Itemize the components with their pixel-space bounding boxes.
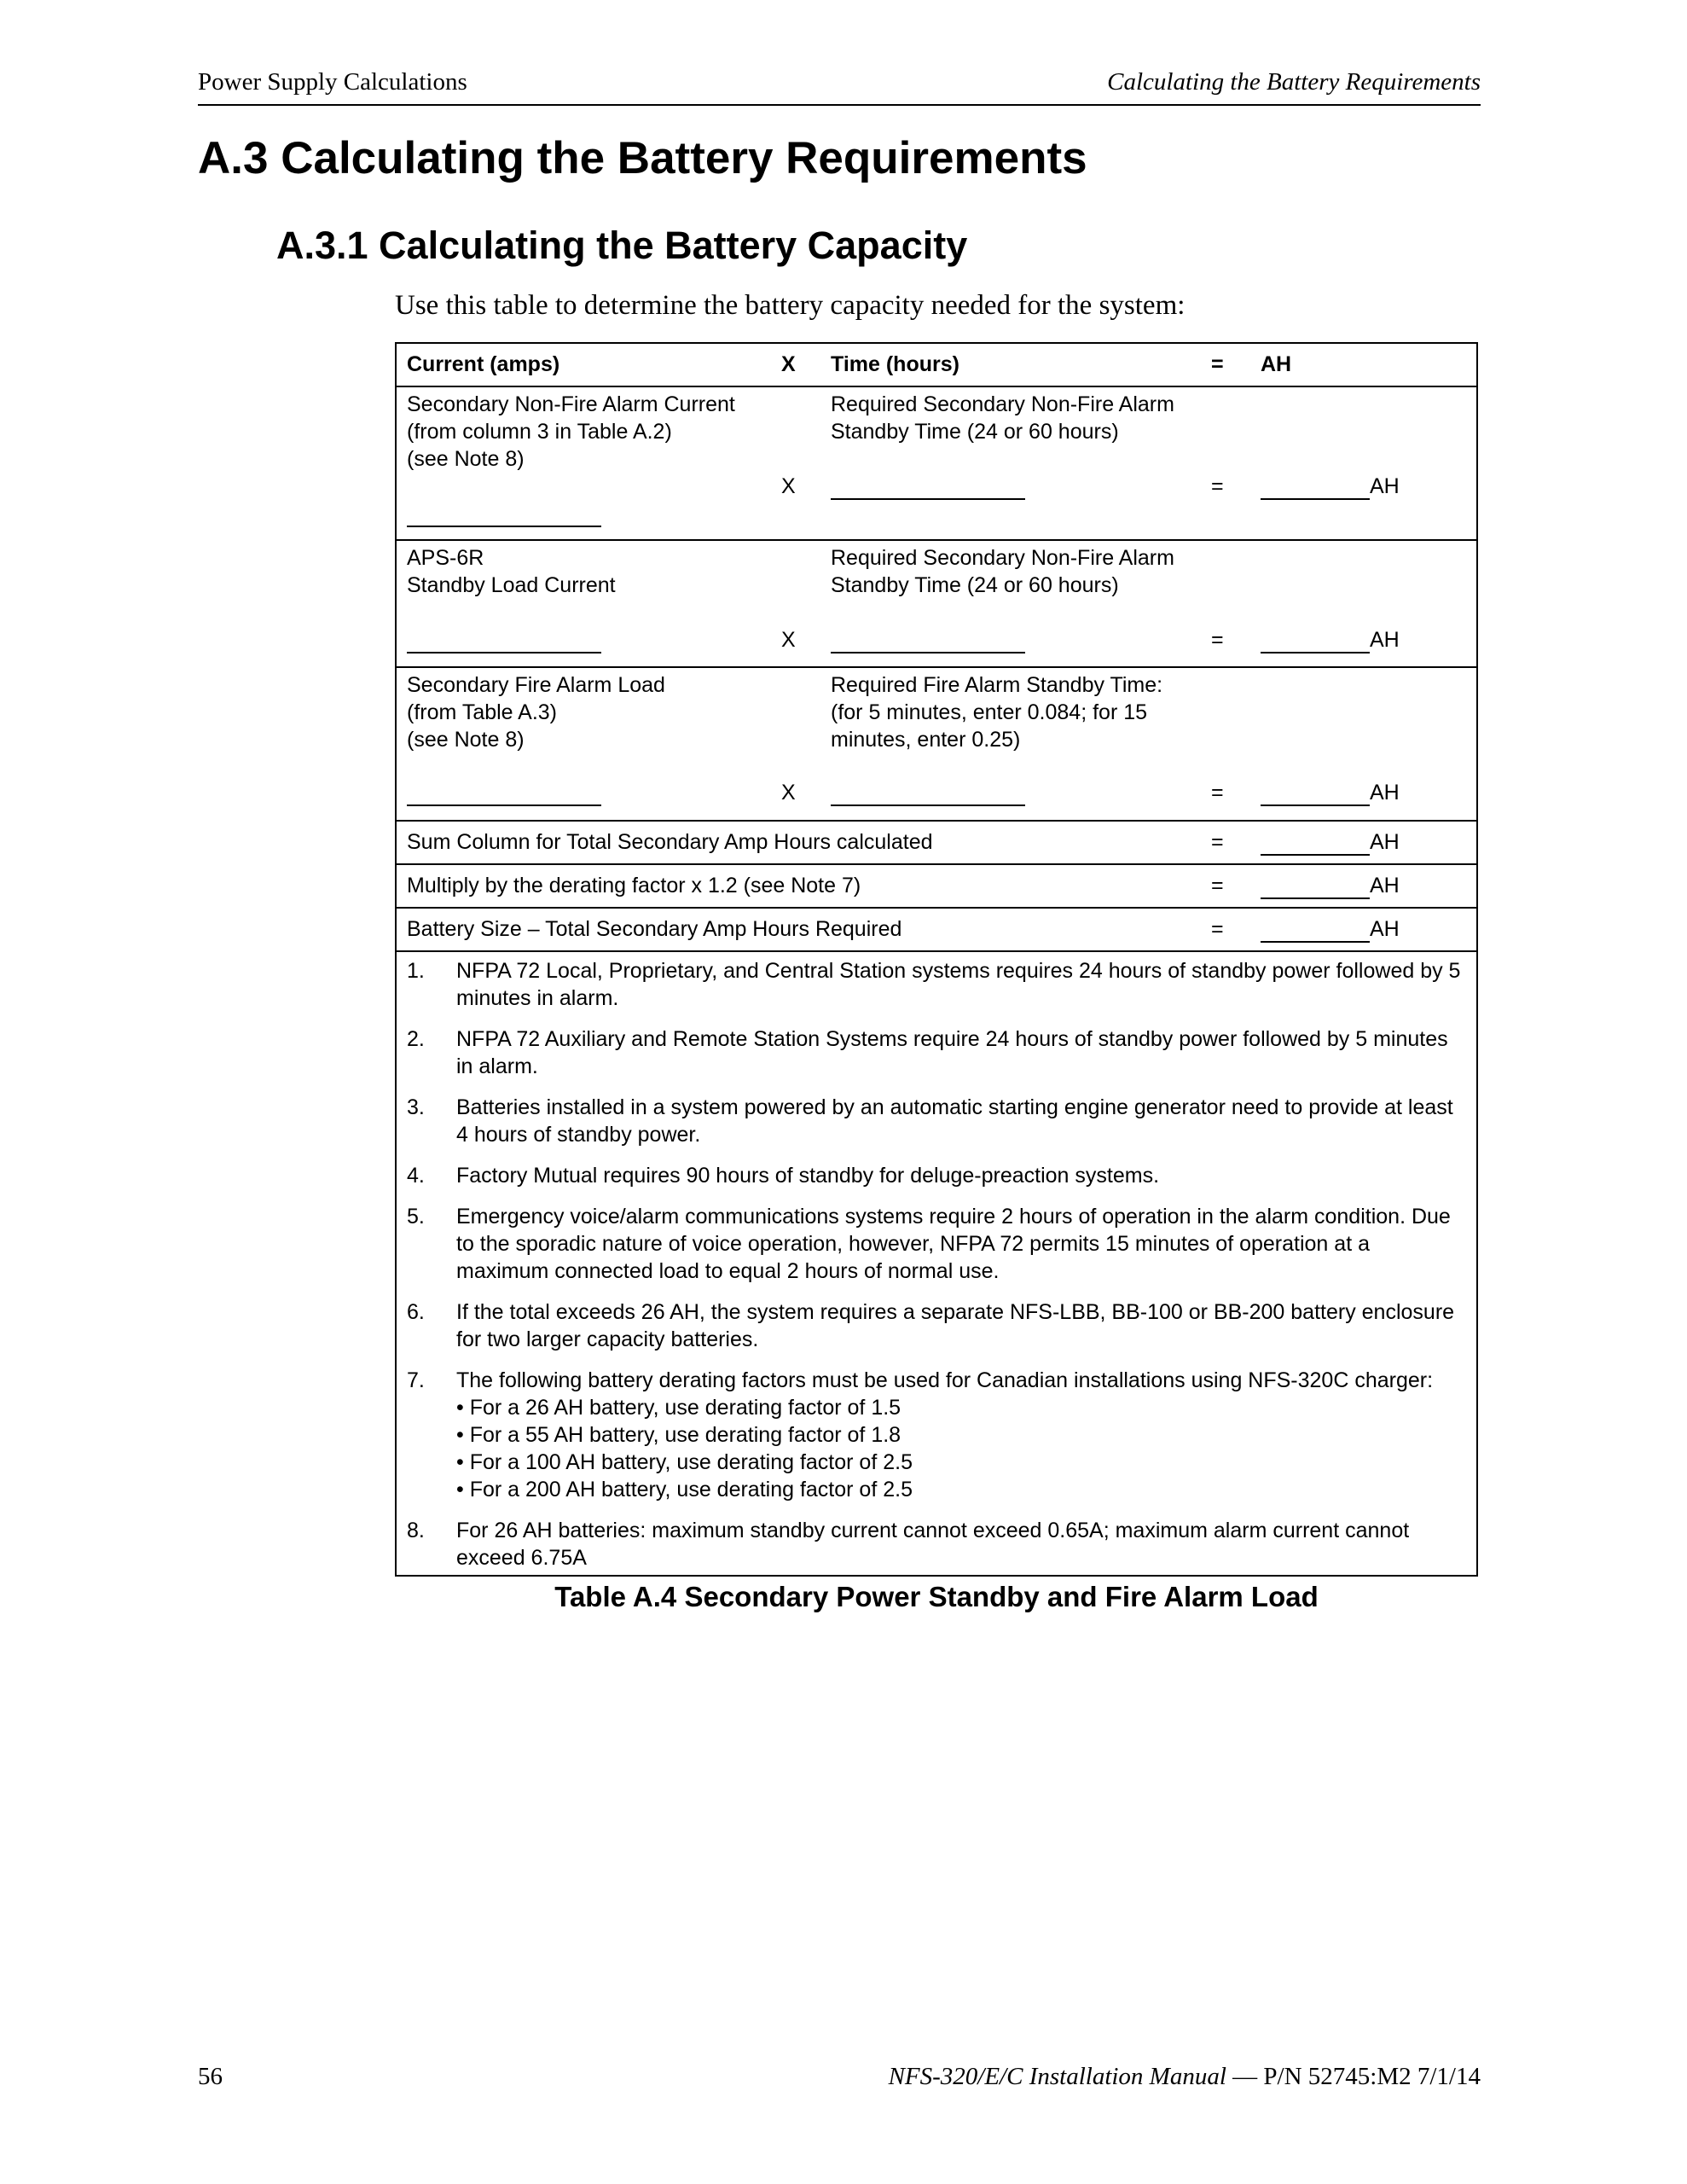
battery-calc-table [395, 342, 1478, 1577]
note-item [407, 1094, 1466, 1148]
ah-unit: AH [1370, 474, 1400, 498]
summary-equals: = [1211, 917, 1224, 941]
note-item [407, 1517, 1466, 1571]
subsection-title: A.3.1 Calculating the Battery Capacity [276, 224, 968, 267]
time-blank[interactable] [831, 779, 1025, 806]
ah-result[interactable] [1261, 915, 1400, 943]
page-footer [198, 2063, 1481, 2097]
row-current-label: Secondary Fire Alarm Load (from Table A.3) (see Note 8) [407, 673, 665, 752]
manual-title: NFS-320/E/C Installation Manual [888, 2063, 1226, 2090]
row-current-label: Secondary Non-Fire Alarm Current (from column 3 in Table A.2) (see Note 8) [407, 392, 735, 471]
note-number: 3. [407, 1095, 425, 1119]
header-section: Calculating the Battery Requirements [1107, 68, 1481, 96]
row-times: X [781, 781, 796, 804]
notes-section [397, 952, 1476, 1575]
note-text: The following battery derating factors must be used for Canadian installations using NFS-320C charger: [456, 1368, 1434, 1392]
note-text: Batteries installed in a system powered by an automatic starting engine generator need to provide at least 4 hours of standby power. [456, 1095, 1453, 1147]
table-row [397, 541, 1476, 668]
table-caption: Table A.4 Secondary Power Standby and Fire Alarm Load [554, 1581, 1319, 1612]
table-header-row [397, 344, 1476, 387]
header-chapter: Power Supply Calculations [198, 68, 467, 96]
summary-row-derating [397, 865, 1476, 909]
note-text: For 26 AH batteries: maximum standby current cannot exceed 0.65A; maximum alarm current cannot exceed 6.75A [456, 1519, 1410, 1570]
ah-unit: AH [1370, 917, 1400, 941]
derating-item: • For a 100 AH battery, use derating factor of 2.5 [456, 1450, 913, 1474]
row-time-label: Required Secondary Non-Fire Alarm Standby Time (24 or 60 hours) [831, 392, 1174, 444]
table-row [397, 387, 1476, 541]
summary-equals: = [1211, 874, 1224, 897]
part-number: — P/N 52745:M2 7/1/14 [1226, 2063, 1481, 2090]
note-item [407, 1162, 1466, 1189]
note-number: 4. [407, 1164, 425, 1188]
note-number: 6. [407, 1300, 425, 1324]
note-number: 1. [407, 959, 425, 983]
row-equals: = [1211, 781, 1224, 804]
ah-unit: AH [1370, 628, 1400, 652]
footer-doc-info [889, 2063, 1481, 2091]
note-item [407, 1025, 1466, 1080]
ah-result[interactable] [1261, 626, 1400, 653]
row-times: X [781, 474, 796, 498]
summary-label: Multiply by the derating factor x 1.2 (see Note 7) [407, 874, 861, 897]
summary-row-total [397, 822, 1476, 865]
note-text: If the total exceeds 26 AH, the system requires a separate NFS-LBB, BB-100 or BB-200 battery enclosure for two larger capacity batteries. [456, 1300, 1455, 1351]
summary-row-battery-size [397, 909, 1476, 952]
ah-result[interactable] [1261, 872, 1400, 899]
row-current-label: APS-6R Standby Load Current [407, 546, 616, 597]
current-blank[interactable] [407, 500, 601, 527]
ah-unit: AH [1370, 874, 1400, 897]
ah-result[interactable] [1261, 828, 1400, 856]
note-number: 5. [407, 1205, 425, 1228]
note-number: 8. [407, 1519, 425, 1542]
note-text-block [456, 1367, 1466, 1503]
intro-text: Use this table to determine the battery capacity needed for the system: [395, 290, 1186, 321]
row-time-label: Required Fire Alarm Standby Time: (for 5 minutes, enter 0.084; for 15 minutes, enter 0.25) [831, 673, 1163, 752]
page-number: 56 [198, 2063, 223, 2090]
header-equals: = [1211, 352, 1224, 376]
header-times: X [781, 352, 796, 376]
row-equals: = [1211, 474, 1224, 498]
header-ah: AH [1261, 352, 1292, 376]
derating-item: • For a 55 AH battery, use derating factor of 1.8 [456, 1423, 901, 1447]
note-number: 7. [407, 1368, 425, 1392]
note-item [407, 1367, 1466, 1503]
row-equals: = [1211, 628, 1224, 652]
time-blank[interactable] [831, 473, 1025, 500]
summary-label: Sum Column for Total Secondary Amp Hours calculated [407, 830, 933, 854]
summary-label: Battery Size – Total Secondary Amp Hours Required [407, 917, 902, 941]
note-text: NFPA 72 Local, Proprietary, and Central Station systems requires 24 hours of standby power followed by 5 minutes in alarm. [456, 959, 1461, 1010]
note-text: Factory Mutual requires 90 hours of standby for deluge-preaction systems. [456, 1164, 1160, 1188]
table-row [397, 668, 1476, 822]
page-header [198, 63, 1481, 106]
note-item [407, 1298, 1466, 1353]
row-times: X [781, 628, 796, 652]
derating-item: • For a 200 AH battery, use derating factor of 2.5 [456, 1478, 913, 1502]
time-blank[interactable] [831, 626, 1025, 653]
ah-result[interactable] [1261, 779, 1400, 806]
header-current: Current (amps) [407, 352, 560, 376]
ah-unit: AH [1370, 781, 1400, 804]
header-time: Time (hours) [831, 352, 959, 376]
note-text: NFPA 72 Auxiliary and Remote Station Systems require 24 hours of standby power followed by 5 minutes in alarm. [456, 1027, 1448, 1078]
note-item [407, 957, 1466, 1012]
current-blank[interactable] [407, 626, 601, 653]
note-text: Emergency voice/alarm communications systems require 2 hours of operation in the alarm condition. Due to the sporadic nature of voice operation, however, NFPA 72 permits 15 minutes of operation at a maximum connected load to equal 2 hours of normal use. [456, 1205, 1451, 1283]
section-title: A.3 Calculating the Battery Requirements [198, 133, 1087, 183]
ah-unit: AH [1370, 830, 1400, 854]
note-item [407, 1203, 1466, 1285]
ah-result[interactable] [1261, 473, 1400, 500]
row-time-label: Required Secondary Non-Fire Alarm Standby Time (24 or 60 hours) [831, 546, 1174, 597]
summary-equals: = [1211, 830, 1224, 854]
note-number: 2. [407, 1027, 425, 1051]
derating-item: • For a 26 AH battery, use derating factor of 1.5 [456, 1396, 901, 1420]
current-blank[interactable] [407, 779, 601, 806]
